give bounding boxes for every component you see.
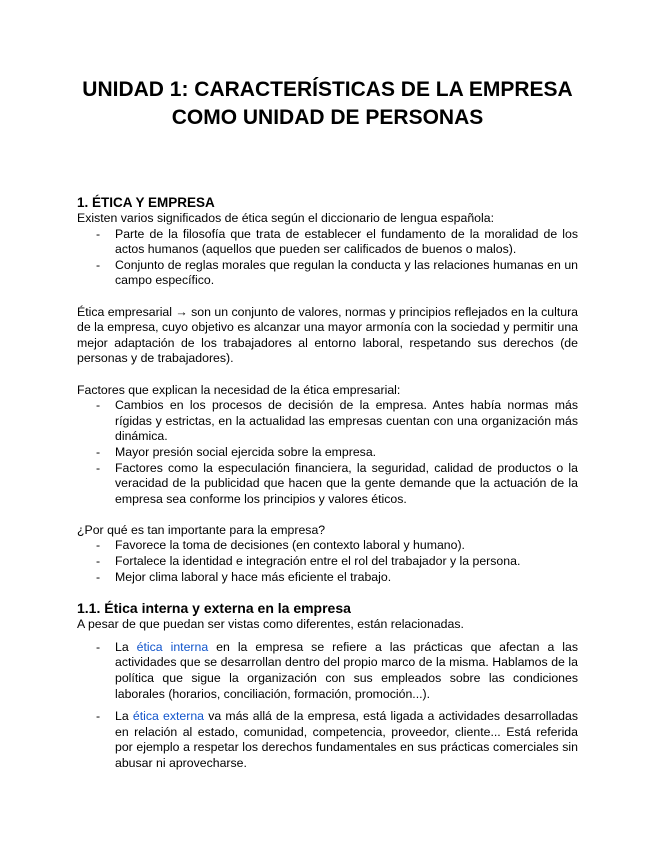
definitions-list — [77, 227, 578, 289]
title-line-2: COMO UNIDAD DE PERSONAS — [171, 106, 484, 129]
list-item: - Mayor presión social ejercida sobre la empresa. — [96, 444, 377, 459]
factors-intro: Factores que explican la necesidad de la ética empresarial: — [77, 382, 401, 397]
business-ethics-paragraph: Ética empresarial → son un conjunto de valores, normas y principios reflejados en la cultura de la empresa, cuyo objetivo es alcanzar una mayor armonía con la sociedad y permitir una mejor adaptación de los trabajadores al entorno laboral, respetando sus derechos (de personas y de trabajadores). — [77, 304, 579, 366]
factors-list — [77, 398, 578, 507]
page-title — [77, 76, 578, 132]
internal-ethics-link[interactable]: ética interna — [136, 639, 209, 654]
list-item: - Cambios en los procesos de decisión de la empresa. Antes había normas más rígidas y estrictas, en la actualidad las empresas cuentan con una organización más dinámica. — [96, 398, 578, 444]
importance-list — [77, 538, 578, 585]
section-heading-1: 1. ÉTICA Y EMPRESA — [77, 195, 215, 210]
list-item-internal-ethics: - La ética interna en la empresa se refiere a las prácticas que afectan a las actividades que se desarrollan dentro del propio marco de la misma. Hablamos de la política que sigue la organización con sus empleados sobre las condiciones laborales (horarios, conciliación, formación, promoción...). — [96, 639, 578, 701]
importance-intro: ¿Por qué es tan importante para la empresa? — [77, 522, 326, 537]
list-item: - Fortalece la identidad e integración entre el rol del trabajador y la persona. — [96, 554, 521, 569]
ethics-types-list — [77, 640, 578, 772]
section-1-1-intro: A pesar de que puedan ser vistas como diferentes, están relacionadas. — [77, 617, 464, 632]
list-item: - Factores como la especulación financiera, la seguridad, calidad de productos o la veracidad de la publicidad que hacen que la gente demande que la actuación de la empresa sea conforme los principios y valores éticos. — [96, 460, 578, 506]
definitions-intro: Existen varios significados de ética según el diccionario de lengua española: — [77, 211, 494, 225]
section-heading-1-1: 1.1. Ética interna y externa en la empresa — [77, 600, 351, 617]
title-line-1: UNIDAD 1: CARACTERÍSTICAS DE LA EMPRESA — [82, 78, 573, 101]
list-item: - Parte de la filosofía que trata de establecer el fundamento de la moralidad de los actos humanos (aquellos que pueden ser calificados de buenos o malos). — [96, 226, 578, 257]
document-page — [77, 0, 578, 772]
list-item: - Conjunto de reglas morales que regulan la conducta y las relaciones humanas en un campo específico. — [96, 257, 578, 288]
list-item-external-ethics: - La ética externa va más allá de la empresa, está ligada a actividades desarrolladas en relación al estado, comunidad, competencia, proveedor, cliente... Está referida por ejemplo a respetar los derechos fundamentales en sus prácticas comerciales sin abusar ni aprovecharse. — [96, 709, 578, 770]
list-item: - Favorece la toma de decisiones (en contexto laboral y humano). — [96, 538, 465, 553]
external-ethics-link[interactable]: ética externa — [132, 709, 205, 724]
list-item: - Mejor clima laboral y hace más eficiente el trabajo. — [96, 569, 392, 584]
